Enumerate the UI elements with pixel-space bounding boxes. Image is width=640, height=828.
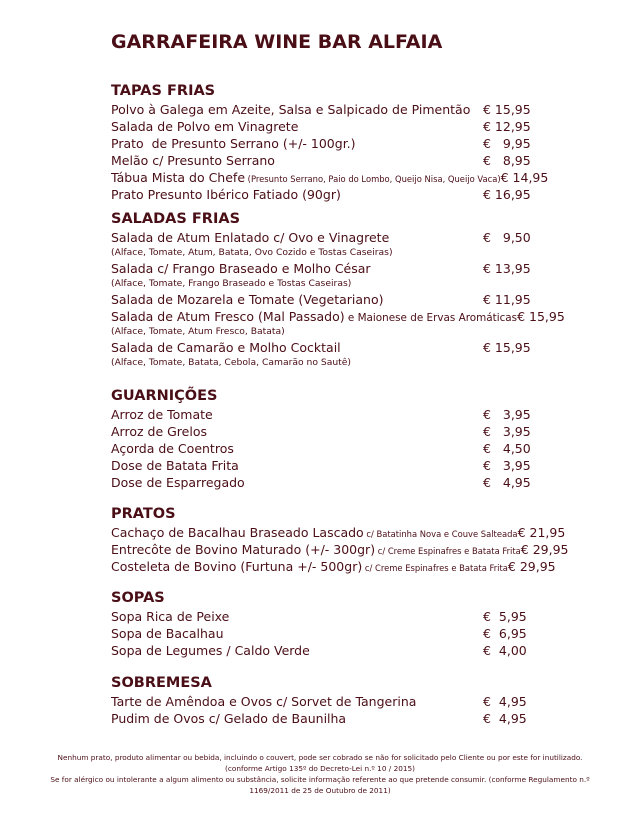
item-price: € 3,95 xyxy=(483,424,531,439)
item-name: Salada de Camarão e Molho Cocktail xyxy=(111,340,341,355)
item-price: € 13,95 xyxy=(483,261,531,276)
menu-item xyxy=(111,541,569,558)
item-price: € 4,95 xyxy=(483,475,531,490)
item-name: Açorda de Coentros xyxy=(111,441,234,456)
item-price: € 29,95 xyxy=(507,559,556,574)
menu-item xyxy=(111,260,531,277)
item-price: € 11,95 xyxy=(483,292,531,307)
item-price: € 4,95 xyxy=(483,711,527,726)
item-note: c/ Creme Espinafres e Batata Frita xyxy=(362,563,508,573)
section-tapas-frias xyxy=(111,81,549,203)
menu-item xyxy=(111,101,531,118)
item-price: € 9,95 xyxy=(483,136,531,151)
menu-item xyxy=(111,474,531,491)
item-name: Pudim de Ovos c/ Gelado de Baunilha xyxy=(111,711,347,726)
item-note: c/ Creme Espinafres e Batata Frita xyxy=(375,546,521,556)
item-price: € 14,95 xyxy=(500,170,549,185)
menu-item xyxy=(111,308,565,325)
item-name: Arroz de Tomate xyxy=(111,407,213,422)
item-price: € 4,95 xyxy=(483,694,527,709)
menu-item xyxy=(111,339,531,356)
menu-item xyxy=(111,406,531,423)
section-title: SOPAS xyxy=(111,590,165,606)
item-name: Cachaço de Bacalhau Braseado Lascado xyxy=(111,525,364,540)
menu-item xyxy=(111,169,549,186)
item-description: (Alface, Tomate, Atum Fresco, Batata) xyxy=(111,326,285,337)
section-title: TAPAS FRIAS xyxy=(111,83,216,99)
item-name: Prato de Presunto Serrano (+/- 100gr.) xyxy=(111,136,356,151)
menu-item xyxy=(111,457,531,474)
item-price: € 6,95 xyxy=(483,626,527,641)
menu-item xyxy=(111,710,531,727)
item-price: € 15,95 xyxy=(483,340,531,355)
section-title: PRATOS xyxy=(111,506,176,522)
item-price: € 21,95 xyxy=(517,525,566,540)
item-name: Tarte de Amêndoa e Ovos c/ Sorvet de Tangerina xyxy=(111,694,417,709)
menu-item xyxy=(111,186,531,203)
item-price: € 15,95 xyxy=(517,309,565,324)
menu-item xyxy=(111,558,556,575)
menu-item xyxy=(111,642,531,659)
section-title: SOBREMESA xyxy=(111,675,212,691)
item-name: Salada de Mozarela e Tomate (Vegetariano) xyxy=(111,292,384,307)
footer-line: 1169/2011 de 25 de Outubro de 2011) xyxy=(249,786,391,795)
item-name: Tábua Mista do Chefe xyxy=(111,170,246,185)
footer-line: Nenhum prato, produto alimentar ou bebida, incluindo o couvert, pode ser cobrado se não for solicitado pelo Cliente ou por este for inutilizado. xyxy=(57,753,583,762)
item-name: Sopa de Legumes / Caldo Verde xyxy=(111,643,310,658)
menu-item xyxy=(111,423,531,440)
item-description: (Alface, Tomate, Atum, Batata, Ovo Cozido e Tostas Caseiras) xyxy=(111,247,393,258)
section-title: GUARNIÇÕES xyxy=(111,388,218,404)
item-price: € 3,95 xyxy=(483,407,531,422)
menu-item xyxy=(111,524,566,541)
item-price: € 15,95 xyxy=(483,102,531,117)
item-price: € 4,50 xyxy=(483,441,531,456)
item-name: Sopa Rica de Peixe xyxy=(111,609,230,624)
item-price: € 29,95 xyxy=(520,542,569,557)
item-name: Polvo à Galega em Azeite, Salsa e Salpicado de Pimentão xyxy=(111,102,471,117)
menu-item xyxy=(111,135,531,152)
menu-item xyxy=(111,118,531,135)
item-note: (Presunto Serrano, Paio do Lombo, Queijo Nisa, Queijo Vaca) xyxy=(245,174,501,184)
item-price: € 8,95 xyxy=(483,153,531,168)
section-guarnicoes xyxy=(111,386,531,491)
item-name: Dose de Esparregado xyxy=(111,475,245,490)
item-price: € 5,95 xyxy=(483,609,527,624)
item-note: e Maionese de Ervas Aromáticas xyxy=(344,312,518,324)
page-title: GARRAFEIRA WINE BAR ALFAIA xyxy=(111,31,443,53)
menu-item xyxy=(111,693,531,710)
item-note: c/ Batatinha Nova e Couve Salteada xyxy=(363,529,518,539)
item-name: Costeleta de Bovino (Furtuna +/- 500gr) xyxy=(111,559,363,574)
menu-item xyxy=(111,440,531,457)
item-name: Prato Presunto Ibérico Fatiado (90gr) xyxy=(111,187,341,202)
section-saladas-frias xyxy=(111,209,565,370)
item-name: Entrecôte de Bovino Maturado (+/- 300gr) xyxy=(111,542,376,557)
item-name: Arroz de Grelos xyxy=(111,424,207,439)
menu-item xyxy=(111,152,531,169)
item-price: € 3,95 xyxy=(483,458,531,473)
section-pratos xyxy=(111,504,569,575)
item-name: Salada de Atum Fresco (Mal Passado) xyxy=(111,309,345,324)
item-description: (Alface, Tomate, Batata, Cebola, Camarão no Sautê) xyxy=(111,357,352,368)
menu-item xyxy=(111,291,531,308)
item-price: € 4,00 xyxy=(483,643,527,658)
item-name: Salada de Polvo em Vinagrete xyxy=(111,119,299,134)
menu-item xyxy=(111,229,531,246)
menu-item xyxy=(111,608,531,625)
footer-line: Se for alérgico ou intolerante a algum alimento ou substância, solicite informação referente ao que pretende consumir. (conforme Regulamento n.º xyxy=(50,775,590,784)
item-price: € 16,95 xyxy=(483,187,531,202)
footer-line: (conforme Artigo 135º do Decreto-Lei n.º 10 / 2015) xyxy=(225,764,415,773)
item-name: Dose de Batata Frita xyxy=(111,458,239,473)
menu-item xyxy=(111,625,531,642)
item-name: Salada c/ Frango Braseado e Molho César xyxy=(111,261,371,276)
legal-footer xyxy=(20,752,620,796)
item-name: Sopa de Bacalhau xyxy=(111,626,224,641)
item-name: Salada de Atum Enlatado c/ Ovo e Vinagrete xyxy=(111,230,390,245)
section-sobremesa xyxy=(111,673,531,727)
item-description: (Alface, Tomate, Frango Braseado e Tostas Caseiras) xyxy=(111,278,352,289)
item-price: € 9,50 xyxy=(483,230,531,245)
item-name: Melão c/ Presunto Serrano xyxy=(111,153,275,168)
section-title: SALADAS FRIAS xyxy=(111,211,241,227)
section-sopas xyxy=(111,588,531,659)
item-price: € 12,95 xyxy=(483,119,531,134)
